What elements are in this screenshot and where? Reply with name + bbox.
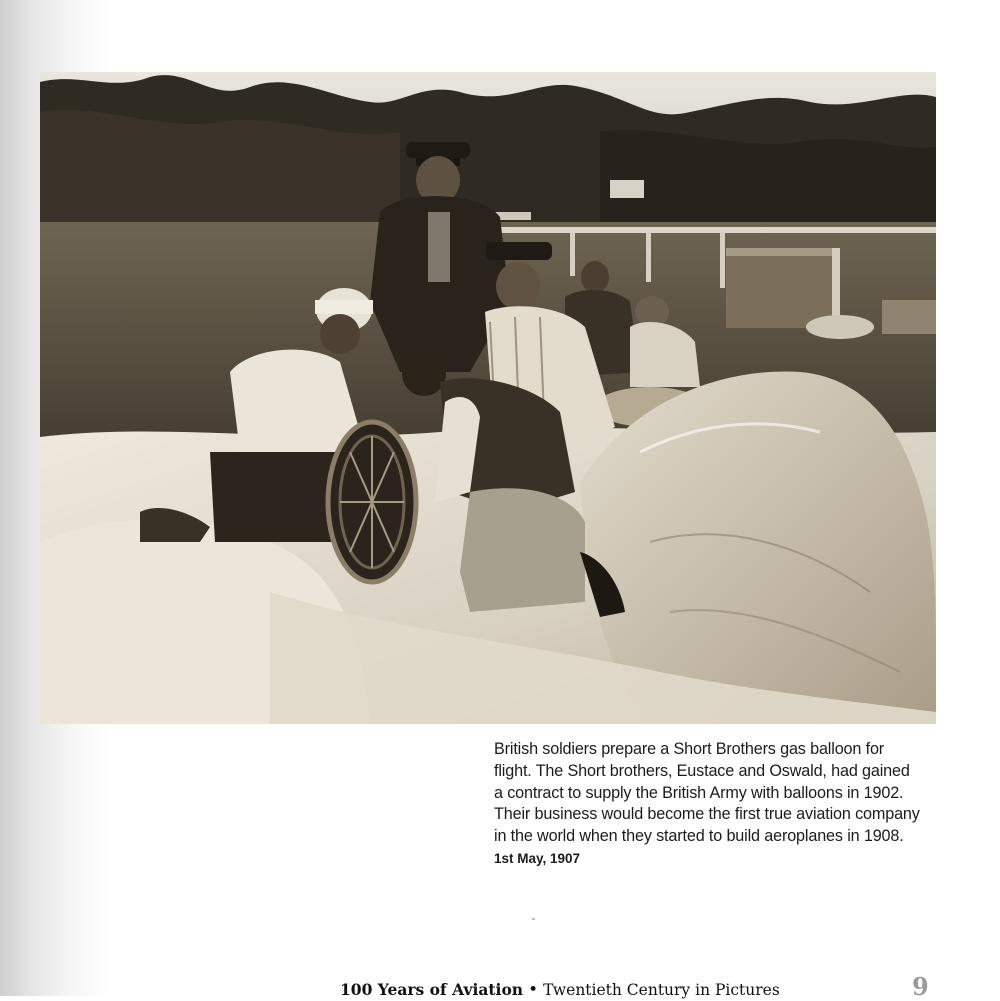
- footer-separator: •: [528, 980, 539, 1000]
- caption-line: in the world when they started to build aeroplanes in 1908.: [494, 827, 904, 846]
- balloon-photo-illustration: [40, 72, 936, 724]
- caption-line: flight. The Short brothers, Eustace and Oswald, had gained: [494, 761, 910, 780]
- caption-line: a contract to supply the British Army with balloons in 1902.: [494, 783, 904, 802]
- caption-line: British soldiers prepare a Short Brothers gas balloon for: [494, 740, 885, 758]
- running-footer: [340, 980, 780, 1000]
- series-title: Twentieth Century in Pictures: [543, 981, 780, 999]
- historical-photo: [40, 72, 936, 724]
- page-number: 9: [912, 972, 929, 1001]
- caption-line: Their business would become the first true aviation company: [494, 805, 920, 824]
- caption-date: 1st May, 1907: [494, 851, 581, 866]
- book-title: 100 Years of Aviation: [340, 980, 524, 999]
- photo-caption: [494, 739, 944, 848]
- print-speck: [532, 918, 535, 920]
